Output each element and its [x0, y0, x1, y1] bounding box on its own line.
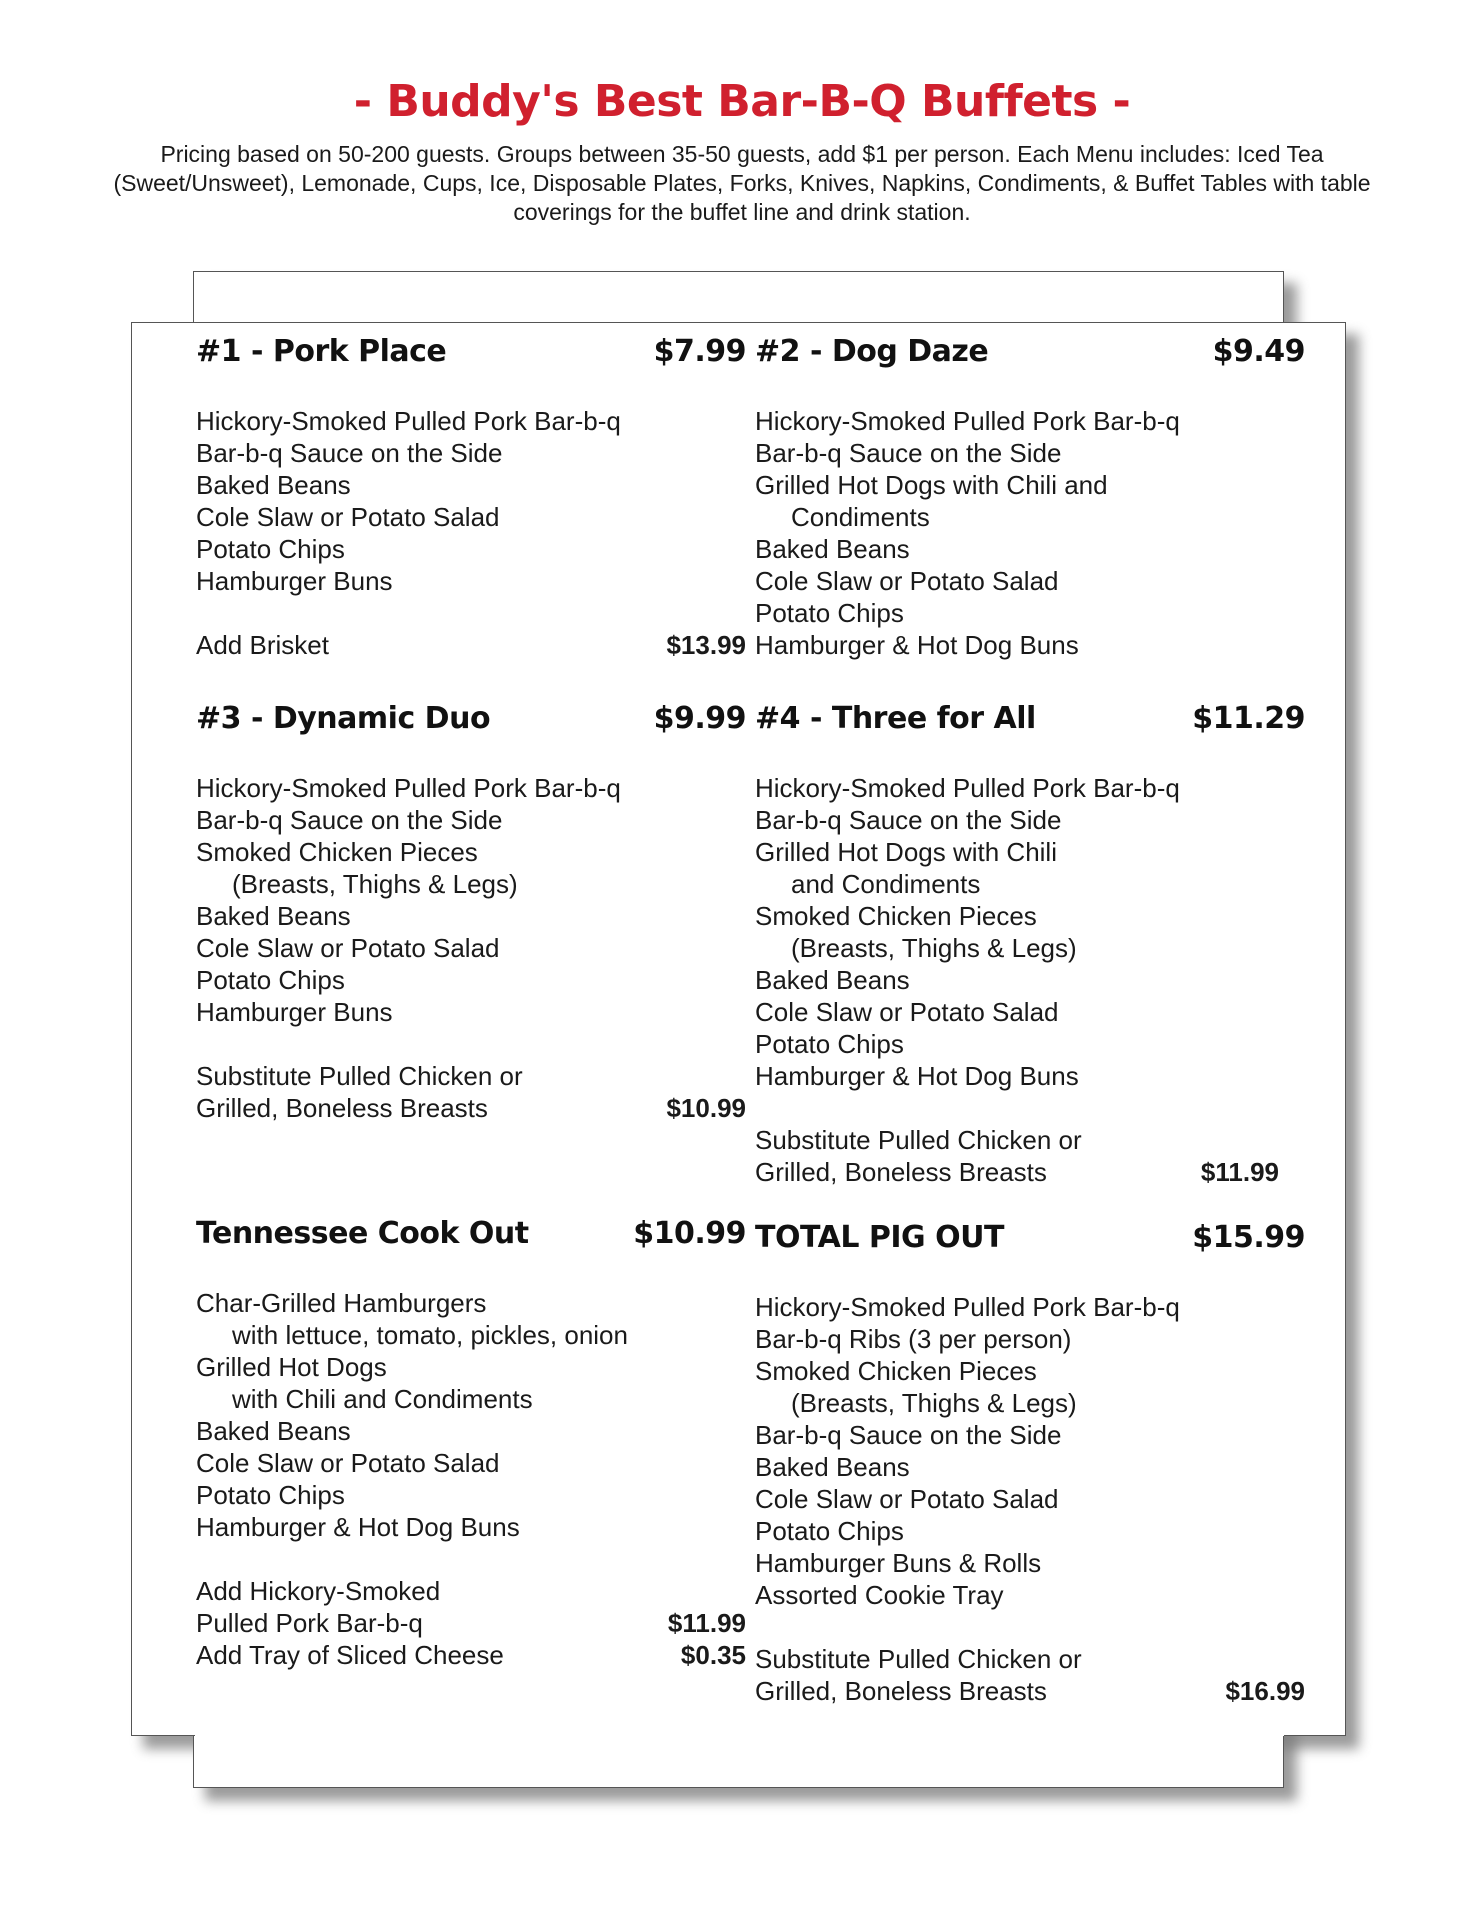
menu-item	[196, 1383, 746, 1415]
menu-item	[755, 804, 1305, 836]
menu-item	[755, 1323, 1305, 1355]
menu-item	[755, 469, 1305, 501]
menu-item-text: with Chili and Condiments	[232, 1384, 533, 1414]
menu-item	[196, 1092, 746, 1124]
menu-item-text: Baked Beans	[755, 965, 910, 995]
menu-item-text: Potato Chips	[755, 1029, 904, 1059]
menu-item-text: Substitute Pulled Chicken or	[196, 1061, 523, 1091]
menu-item-text: Baked Beans	[196, 1416, 351, 1446]
menu-item	[196, 437, 746, 469]
menu-item-price: $11.99	[667, 1608, 746, 1638]
menu-item	[196, 1447, 746, 1479]
menu-item	[755, 1028, 1305, 1060]
menu-item-text: Add Hickory-Smoked	[196, 1576, 441, 1606]
menu-item-price: $10.99	[666, 1093, 746, 1123]
section-title: #1 - Pork Place	[196, 334, 447, 369]
menu-item	[755, 1387, 1305, 1419]
menu-item	[196, 1607, 746, 1639]
menu-item	[755, 1156, 1305, 1188]
menu-item-text: Pulled Pork Bar-b-q	[196, 1608, 423, 1638]
menu-item-text: Grilled, Boneless Breasts	[755, 1157, 1047, 1187]
menu-item	[196, 501, 746, 533]
section-title: #4 - Three for All	[755, 701, 1036, 736]
section-title: Tennessee Cook Out	[196, 1216, 529, 1251]
menu-item	[196, 996, 746, 1028]
menu-item	[755, 501, 1305, 533]
menu-item-text: Potato Chips	[196, 1480, 345, 1510]
item-spacer	[196, 1028, 746, 1060]
item-spacer	[196, 1543, 746, 1575]
menu-item	[196, 1060, 746, 1092]
menu-item	[755, 437, 1305, 469]
menu-item-text: Bar-b-q Sauce on the Side	[196, 438, 503, 468]
menu-item-text: Assorted Cookie Tray	[755, 1580, 1004, 1610]
section-price: $9.99	[653, 701, 746, 736]
menu-item-text: Baked Beans	[755, 534, 910, 564]
section-price: $9.49	[1212, 334, 1305, 369]
menu-item	[755, 1643, 1305, 1675]
menu-item-text: Cole Slaw or Potato Salad	[755, 997, 1059, 1027]
menu-item-text: Bar-b-q Sauce on the Side	[196, 805, 503, 835]
menu-item	[755, 836, 1305, 868]
menu-item-text: Bar-b-q Sauce on the Side	[755, 805, 1062, 835]
menu-item-price: $11.99	[1200, 1157, 1279, 1187]
menu-item-text: Hamburger & Hot Dog Buns	[196, 1512, 520, 1542]
menu-item	[196, 1575, 746, 1607]
menu-item-text: Hamburger & Hot Dog Buns	[755, 630, 1079, 660]
menu-item-text: Grilled Hot Dogs	[196, 1352, 387, 1382]
menu-item	[755, 1515, 1305, 1547]
section-price: $15.99	[1192, 1220, 1305, 1255]
menu-item	[196, 565, 746, 597]
menu-item-text: Bar-b-q Sauce on the Side	[755, 1420, 1062, 1450]
menu-item	[196, 868, 746, 900]
menu-item	[755, 932, 1305, 964]
menu-item-text: Cole Slaw or Potato Salad	[755, 1484, 1059, 1514]
menu-item-text: Add Tray of Sliced Cheese	[196, 1640, 504, 1670]
menu-item	[755, 1547, 1305, 1579]
menu-item	[755, 1451, 1305, 1483]
section-header	[755, 703, 1305, 739]
menu-item-text: Hamburger & Hot Dog Buns	[755, 1061, 1079, 1091]
menu-item	[755, 1124, 1305, 1156]
menu-item-price: $13.99	[666, 630, 746, 660]
section-price: $11.29	[1192, 701, 1305, 736]
menu-item-text: Smoked Chicken Pieces	[755, 1356, 1037, 1386]
menu-section	[196, 1218, 746, 1671]
menu-item	[755, 565, 1305, 597]
menu-item	[196, 836, 746, 868]
menu-item	[196, 1287, 746, 1319]
menu-item	[196, 469, 746, 501]
menu-item-text: Smoked Chicken Pieces	[755, 901, 1037, 931]
menu-item-text: Hamburger Buns	[196, 566, 393, 596]
menu-item	[196, 804, 746, 836]
menu-item-text: Cole Slaw or Potato Salad	[196, 1448, 500, 1478]
menu-item-text: (Breasts, Thighs & Legs)	[232, 869, 518, 899]
menu-item-text: Char-Grilled Hamburgers	[196, 1288, 487, 1318]
menu-item-text: with lettuce, tomato, pickles, onion	[232, 1320, 628, 1350]
section-price: $10.99	[633, 1216, 746, 1251]
menu-item-price: $0.35	[680, 1640, 746, 1670]
menu-item-text: Grilled Hot Dogs with Chili and	[755, 470, 1108, 500]
menu-item	[755, 964, 1305, 996]
menu-item	[755, 1419, 1305, 1451]
menu-item-text: Cole Slaw or Potato Salad	[196, 933, 500, 963]
menu-item	[196, 533, 746, 565]
menu-item	[196, 405, 746, 437]
menu-item-text: Substitute Pulled Chicken or	[755, 1644, 1082, 1674]
menu-item-text: Condiments	[791, 502, 930, 532]
menu-item-text: Hamburger Buns	[196, 997, 393, 1027]
menu-item	[755, 1291, 1305, 1323]
menu-item-text: Potato Chips	[755, 1516, 904, 1546]
menu-item-text: Smoked Chicken Pieces	[196, 837, 478, 867]
menu-item	[755, 1060, 1305, 1092]
menu-item-text: Hickory-Smoked Pulled Pork Bar-b-q	[755, 406, 1180, 436]
menu-item	[755, 1579, 1305, 1611]
menu-item	[755, 597, 1305, 629]
menu-section	[196, 336, 746, 661]
menu-item	[755, 1483, 1305, 1515]
menu-item	[196, 1511, 746, 1543]
menu-item	[196, 772, 746, 804]
menu-item-text: Baked Beans	[196, 470, 351, 500]
section-header	[196, 1218, 746, 1254]
menu-item-text: Hickory-Smoked Pulled Pork Bar-b-q	[755, 773, 1180, 803]
menu-item-text: Potato Chips	[755, 598, 904, 628]
menu-item-text: Potato Chips	[196, 534, 345, 564]
section-title: #3 - Dynamic Duo	[196, 701, 491, 736]
page-title: - Buddy's Best Bar-B-Q Buffets -	[353, 76, 1131, 127]
menu-item-text: Add Brisket	[196, 630, 329, 660]
menu-item	[755, 405, 1305, 437]
menu-item	[755, 996, 1305, 1028]
menu-section	[196, 703, 746, 1124]
menu-item-text: Hickory-Smoked Pulled Pork Bar-b-q	[755, 1292, 1180, 1322]
menu-item	[196, 629, 746, 661]
menu-item-text: (Breasts, Thighs & Legs)	[791, 933, 1077, 963]
section-header	[755, 1222, 1305, 1258]
menu-item	[755, 533, 1305, 565]
menu-item	[196, 1351, 746, 1383]
menu-item	[196, 1319, 746, 1351]
section-header	[196, 703, 746, 739]
menu-item-text: Bar-b-q Ribs (3 per person)	[755, 1324, 1072, 1354]
menu-item-text: Cole Slaw or Potato Salad	[196, 502, 500, 532]
section-header	[755, 336, 1305, 372]
menu-item-text: and Condiments	[791, 869, 981, 899]
menu-item	[755, 772, 1305, 804]
menu-item	[755, 900, 1305, 932]
menu-item	[755, 868, 1305, 900]
section-price: $7.99	[653, 334, 746, 369]
menu-item-text: Grilled Hot Dogs with Chili	[755, 837, 1057, 867]
menu-item	[196, 932, 746, 964]
menu-item	[755, 1355, 1305, 1387]
menu-item-text: Hickory-Smoked Pulled Pork Bar-b-q	[196, 406, 621, 436]
menu-item	[196, 900, 746, 932]
item-spacer	[196, 597, 746, 629]
menu-item-text: Grilled, Boneless Breasts	[755, 1676, 1047, 1706]
menu-item-text: Baked Beans	[196, 901, 351, 931]
menu-item-text: Hickory-Smoked Pulled Pork Bar-b-q	[196, 773, 621, 803]
menu-item	[196, 1479, 746, 1511]
menu-item-text: (Breasts, Thighs & Legs)	[791, 1388, 1077, 1418]
menu-item-text: Grilled, Boneless Breasts	[196, 1093, 488, 1123]
menu-section	[755, 1222, 1305, 1707]
menu-item-text: Potato Chips	[196, 965, 345, 995]
item-spacer	[755, 1611, 1305, 1643]
menu-item-text: Substitute Pulled Chicken or	[755, 1125, 1082, 1155]
menu-item	[196, 964, 746, 996]
section-title: TOTAL PIG OUT	[755, 1220, 1004, 1255]
menu-item	[196, 1415, 746, 1447]
section-title: #2 - Dog Daze	[755, 334, 989, 369]
menu-item-text: Hamburger Buns & Rolls	[755, 1548, 1042, 1578]
menu-item-price: $16.99	[1225, 1676, 1305, 1706]
menu-item	[755, 1675, 1305, 1707]
menu-section	[755, 336, 1305, 661]
menu-item-text: Cole Slaw or Potato Salad	[755, 566, 1059, 596]
menu-item-text: Baked Beans	[755, 1452, 910, 1482]
section-header	[196, 336, 746, 372]
menu-item-text: Bar-b-q Sauce on the Side	[755, 438, 1062, 468]
menu-section	[755, 703, 1305, 1188]
intro-text: Pricing based on 50-200 guests. Groups between 35-50 guests, add $1 per person. Each Menu includes: Iced Tea (Sweet/Unsweet), Lemonade, Cups, Ice, Disposable Plates, Forks, Knives, Napkins, Condiments, & Buffet Tables with table coverings for the buffet line and drink station.	[113, 141, 1371, 225]
item-spacer	[755, 1092, 1305, 1124]
menu-item	[755, 629, 1305, 661]
menu-item	[196, 1639, 746, 1671]
